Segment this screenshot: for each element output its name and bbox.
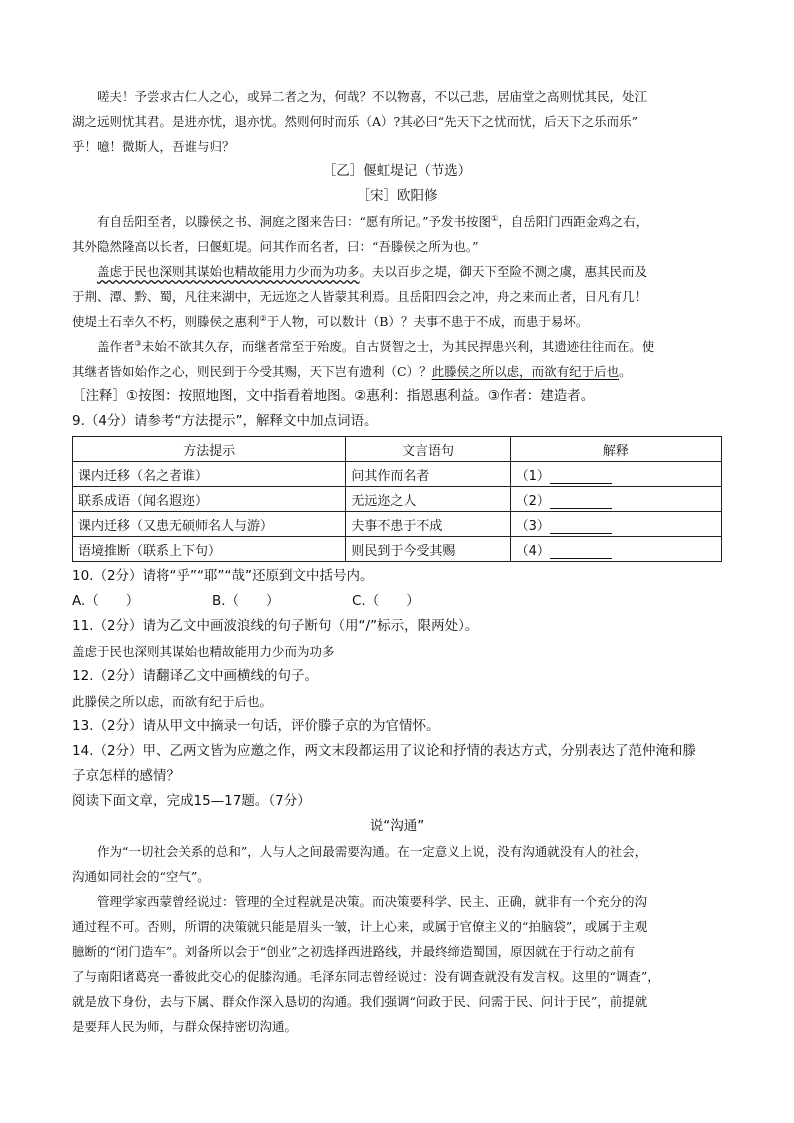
answer-number: （3） [515, 518, 550, 534]
question-11: 11.（2分）请为乙文中画波浪线的句子断句（用“/”标示，限两处）。 [72, 618, 479, 634]
answer-cell [510, 537, 721, 562]
text-span: 盖作者 [97, 339, 135, 354]
text-line: 乎！噫！微斯人，吾谁与归？ [72, 139, 235, 154]
text-line: 作为“一切社会关系的总和”，人与人之间最需要沟通。在一定意义上说，没有沟通就没有人的社会， [97, 844, 648, 859]
footnote-marker: ② [259, 313, 267, 323]
vocab-table [72, 436, 722, 562]
page [72, 84, 722, 1039]
text-line: 嗟夫！予尝求古仁人之心，或异二者之为，何哉？不以物喜，不以己悲，居庙堂之高则忧其民，处江 [97, 89, 648, 104]
question-10-options [72, 589, 722, 614]
article-paragraph-1 [72, 839, 722, 889]
text-span: 。 [619, 364, 632, 379]
text-span: 使堤土石幸久不朽，则滕侯之惠利 [72, 314, 260, 329]
yi-paragraph-2 [72, 259, 722, 334]
sentence-cell: 问其作而名者 [346, 462, 510, 487]
table-row [73, 512, 722, 537]
answer-number: （4） [515, 543, 550, 559]
passage-author: ［宋］欧阳修 [356, 188, 438, 204]
question-9: 9.（4分）请参考“方法提示”，解释文中加点词语。 [72, 413, 378, 429]
text-span: ，自岳阳门西距金鸡之右， [498, 214, 649, 229]
article-title: 说“沟通” [369, 818, 425, 834]
article-paragraph-2 [72, 889, 722, 1039]
method-cell: 课内迁移（又患无硕师名人与游） [73, 512, 346, 537]
answer-blank[interactable] [550, 494, 612, 509]
text-line: 了与南阳诸葛亮一番彼此交心的促膝沟通。毛泽东同志曾经说过：没有调查就没有发言权。这里的“调查”， [72, 969, 660, 984]
sentence-cell: 无远迩之人 [346, 487, 510, 512]
option-c[interactable]: C.（ ） [352, 593, 420, 609]
answer-cell [510, 462, 721, 487]
answer-number: （1） [515, 468, 550, 484]
text-line: 于荆、潭、黔、蜀，凡往来湖中，无远迩之人皆蒙其利焉。且岳阳四会之冲，舟之来而止者，日凡有几！ [72, 289, 648, 304]
method-cell: 语境推断（联系上下句） [73, 537, 346, 562]
text-line [72, 259, 722, 284]
footnote-marker: ① [491, 213, 499, 223]
reading-intro: 阅读下面文章，完成15—17题。（7分） [72, 793, 311, 809]
text-span: 于人物，可以数计（B）？夫事不患于不成，而患于易坏。 [266, 314, 589, 329]
answer-cell [510, 487, 721, 512]
method-cell: 课内迁移（名之者谁） [73, 462, 346, 487]
question-14-cont: 子京怎样的感情？ [72, 768, 180, 784]
text-line: 沟通如同社会的“空气”。 [72, 869, 210, 884]
answer-blank[interactable] [550, 544, 612, 559]
option-b[interactable]: B.（ ） [212, 593, 280, 609]
option-a[interactable]: A.（ ） [72, 593, 140, 609]
text-line: 臆断的“闭门造车”。刘备所以会于“创业”之初选择西进路线，并最终缔造蜀国，原因就在于行动之前有 [72, 944, 636, 959]
text-line: 通过程不可。否则，所谓的决策就只能是眉头一皱，计上心来，或属于官僚主义的“拍脑袋”，或属于主观 [72, 919, 648, 934]
annotations: ［注释］①按图：按照地图，文中指看着地图。②惠利：指恩惠利益。③作者：建造者。 [72, 388, 595, 404]
method-cell: 联系成语（闻名遐迩） [73, 487, 346, 512]
text-span: 未始不欲其久存，而继者常至于殆废。自古贤智之士，为其民捍患兴利，其遗迹往往而在。使 [141, 339, 655, 354]
yi-paragraph-3 [72, 334, 722, 384]
answer-cell [510, 512, 721, 537]
table-row [73, 487, 722, 512]
yi-paragraph-1 [72, 209, 722, 259]
answer-blank[interactable] [550, 519, 612, 534]
sentence-cell: 夫事不患于不成 [346, 512, 510, 537]
question-13: 13.（2分）请从甲文中摘录一句话，评价滕子京的为官情怀。 [72, 718, 440, 734]
question-10: 10.（2分）请将“乎”“耶”“哉”还原到文中括号内。 [72, 568, 374, 584]
text-line [72, 309, 722, 334]
text-line: 湖之远则忧其君。是进亦忧，退亦忧。然则何时而乐（A）?其必曰“先天下之忧而忧，后天下之乐而乐” [72, 114, 639, 129]
question-11-sentence: 盖虑于民也深则其谋始也精故能用力少而为功多 [72, 644, 335, 659]
underlined-sentence: 此滕侯之所以虑，而欲有纪于后也 [431, 364, 620, 379]
text-span: 有自岳阳至者，以滕侯之书、洞庭之图来告曰：“愿有所记。”予发书按图 [97, 214, 492, 229]
wavy-underlined-sentence: 盖虑于民也深则其谋始也精故能用力少而为功多 [97, 264, 360, 279]
text-line: 是要拜人民为师，与群众保持密切沟通。 [72, 1019, 298, 1034]
question-12: 12.（2分）请翻译乙文中画横线的句子。 [72, 668, 319, 684]
passage-title: ［乙］偃虹堤记（节选） [322, 163, 472, 179]
text-line: 管理学家西蒙曾经说过：管理的全过程就是决策。而决策要科学、民主、正确，就非有一个充分的沟 [97, 894, 648, 909]
question-14: 14.（2分）甲、乙两文皆为应邀之作，两文末段都运用了议论和抒情的表达方式，分别表达了范仲淹和滕 [72, 743, 697, 759]
text-line [72, 359, 722, 384]
text-span: 。夫以百步之堤，御天下至险不测之虞，惠其民而及 [359, 264, 648, 279]
table-header-row [73, 437, 722, 462]
answer-blank[interactable] [550, 469, 612, 484]
footnote-marker: ③ [134, 338, 142, 348]
text-line: 其外隐然隆高以长者，曰偃虹堤。问其作而名者，曰：“吾滕侯之所为也。” [72, 239, 479, 254]
text-line [72, 334, 722, 359]
text-line: 就是放下身份，去与下属、群众作深入恳切的沟通。我们强调“问政于民、问需于民、问计于民”，前提就 [72, 994, 648, 1009]
column-header: 解释 [510, 437, 721, 462]
jia-final-paragraph [72, 84, 722, 159]
column-header: 文言语句 [346, 437, 510, 462]
sentence-cell: 则民到于今受其赐 [346, 537, 510, 562]
table-row [73, 537, 722, 562]
question-12-sentence: 此滕侯之所以虑，而欲有纪于后也。 [72, 694, 273, 709]
answer-number: （2） [515, 493, 550, 509]
column-header: 方法提示 [73, 437, 346, 462]
table-row [73, 462, 722, 487]
text-span: 其继者皆如始作之心，则民到于今受其赐，天下岂有遗利（C）？ [72, 364, 432, 379]
text-line [72, 209, 722, 234]
